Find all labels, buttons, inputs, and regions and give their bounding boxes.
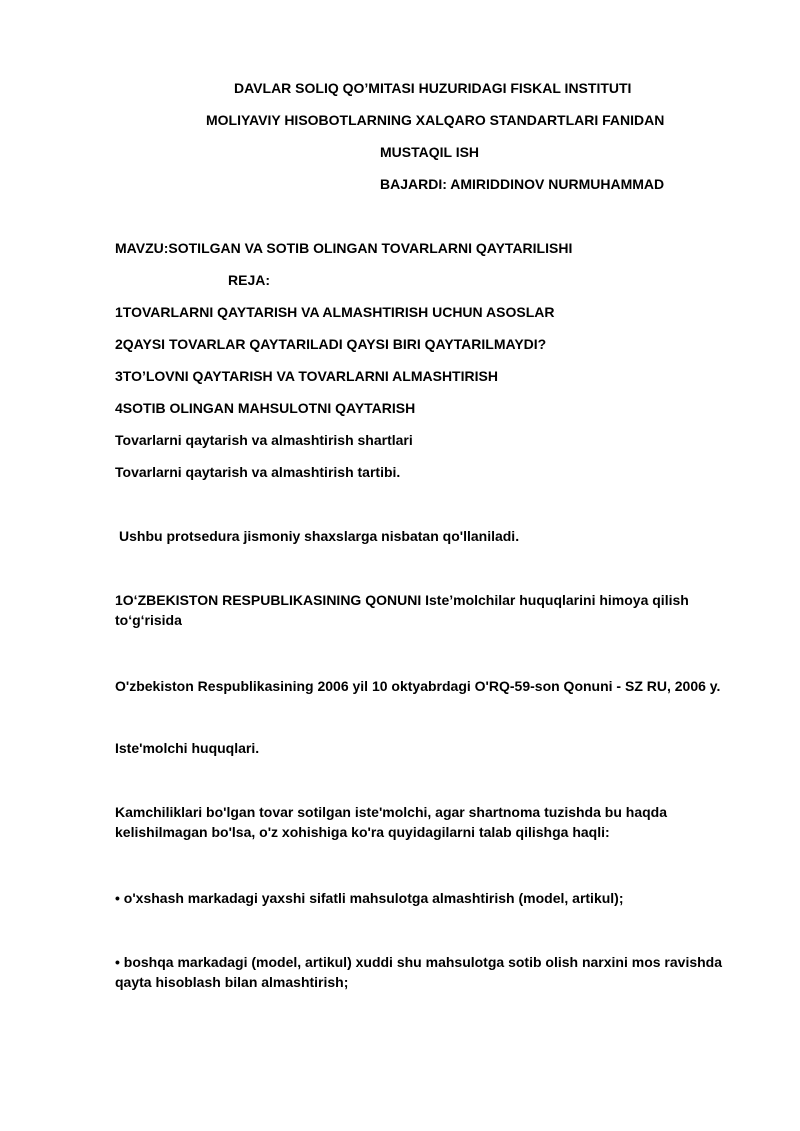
plan-title: REJA: — [228, 272, 271, 288]
topic-line: MAVZU:SOTILGAN VA SOTIB OLINGAN TOVARLARNI QAYTARILISHI — [115, 240, 573, 256]
author-line: BAJARDI: AMIRIDDINOV NURMUHAMMAD — [380, 176, 665, 192]
law-title-paragraph: 1O‘ZBEKISTON RESPUBLIKASINING QONUNI Iste’molchilar huquqlarini himoya qilish to‘g‘risida — [115, 592, 689, 628]
plan-item: 1TOVARLARNI QAYTARISH VA ALMASHTIRISH UCHUN ASOSLAR — [115, 304, 555, 320]
subtitle-conditions: Tovarlarni qaytarish va almashtirish shartlari — [115, 432, 413, 448]
bullet-item: • o'xshash markadagi yaxshi sifatli mahsulotga almashtirish (model, artikul); — [115, 890, 624, 906]
rights-heading: Iste'molchi huquqlari. — [115, 740, 260, 756]
institute-heading: DAVLAR SOLIQ QO’MITASI HUZURIDAGI FISKAL INSTITUTI — [234, 80, 632, 96]
plan-item: 4SOTIB OLINGAN MAHSULOTNI QAYTARISH — [115, 400, 416, 416]
rights-intro-paragraph: Kamchiliklari bo'lgan tovar sotilgan iste'molchi, agar shartnoma tuzishda bu haqda kelishilmagan bo'lsa, o'z xohishiga ko'ra quyidagilarni talab qilishga haqli: — [115, 804, 667, 840]
plan-item: 2QAYSI TOVARLAR QAYTARILADI QAYSI BIRI QAYTARILMAYDI? — [115, 336, 547, 352]
law-reference-paragraph: O'zbekiston Respublikasining 2006 yil 10 oktyabrdagi O'RQ-59-son Qonuni - SZ RU, 2006 y. — [115, 678, 721, 694]
work-type-heading: MUSTAQIL ISH — [380, 144, 480, 160]
bullet-item: • boshqa markadagi (model, artikul) xuddi shu mahsulotga sotib olish narxini mos ravishda qayta hisoblash bilan almashtirish; — [115, 954, 723, 990]
procedure-paragraph: Ushbu protsedura jismoniy shaxslarga nisbatan qo'llaniladi. — [119, 528, 520, 544]
subtitle-procedure: Tovarlarni qaytarish va almashtirish tartibi. — [115, 464, 401, 480]
plan-item: 3TO’LOVNI QAYTARISH VA TOVARLARNI ALMASHTIRISH — [115, 368, 498, 384]
subject-heading: MOLIYAVIY HISOBOTLARNING XALQARO STANDARTLARI FANIDAN — [206, 112, 665, 128]
